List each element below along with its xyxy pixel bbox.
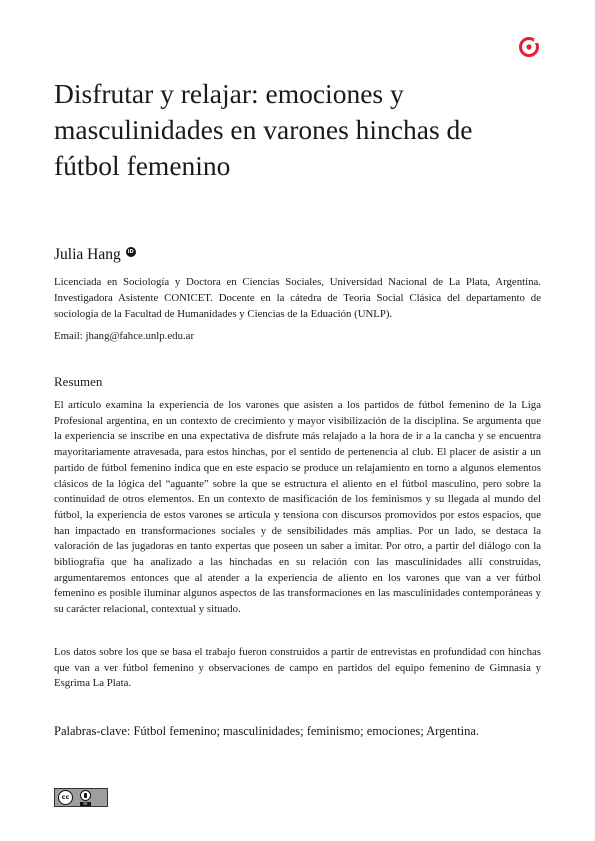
author-affiliation: Licenciada en Sociología y Doctora en Ciencias Sociales, Universidad Nacional de La Plata, Argentina. Investigadora Asistente CONICET. Docente en la cátedra de Teoría Social Clásica del departamento de sociología de la Facultad de Humanidades y Ciencias de la Eduación (UNLP).	[54, 276, 541, 320]
orcid-icon[interactable]: iD	[126, 247, 136, 257]
abstract-heading: Resumen	[54, 374, 103, 389]
keywords-label: Palabras-clave:	[54, 724, 131, 738]
cc-by-license-icon[interactable]	[54, 788, 108, 807]
red-ring-logo-icon	[518, 36, 540, 58]
cc-icon: cc	[58, 790, 73, 805]
by-icon	[80, 790, 91, 806]
title-line: fútbol femenino	[54, 150, 231, 181]
title-line: masculinidades en varones hinchas de	[54, 114, 473, 145]
title-line: Disfrutar y relajar: emociones y	[54, 78, 404, 109]
abstract-paragraph: Los datos sobre los que se basa el trabajo fueron construidos a partir de entrevistas en profundidad con hinchas que van a ver fútbol femenino y observaciones de campo en partidos del equipo femenino de Gimnasia y Esgrima La Plata.	[54, 646, 541, 690]
author-email: Email: jhang@fahce.unlp.edu.ar	[54, 330, 195, 342]
keywords-value: Fútbol femenino; masculinidades; feminismo; emociones; Argentina.	[130, 724, 480, 738]
author-block	[54, 246, 136, 264]
abstract-paragraph: El artículo examina la experiencia de los varones que asisten a los partidos de fútbol femenino de la Liga Profesional argentina, en un contexto de crecimiento y mayor visibilización de la disciplina. Se argumenta que la experiencia se inscribe en una expectativa de disfrute más relajado a la hora de ir a la cancha y se encuentra mayoritariamente atravesada, para estos hinchas, por el sentido de pertenencia al club. El placer de asistir a un partido de fútbol femenino indica que en este espacio se produce un relajamiento en torno a algunos elementos clásicos de la lógica del “aguante” sobre la que se estructura el aliento en el fútbol masculino, pero sobre la continuidad de otros elementos. En un contexto de masificación de los feminismos y su llegada al mundo del fútbol, la experiencia de estos varones se articula y tensiona con discursos promovidos por estos espacios, que han impactado en transformaciones sociales y de sensibilidades más amplias. Por un lado, se destaca la valoración de las jugadoras en tanto expertas que poseen un saber a imitar. Por otro, a partir del diálogo con la bibliografía que ha analizado a las hinchadas en su relación con las masculinidades allí construidas, argumentaremos entonces que al atender a la experiencia de aliento en los varones que van a ver fútbol femenino es posible iluminar algunos aspectos de las transformaciones en las masculinidades contemporáneas y su carácter relacional, contextual y situado.	[54, 399, 541, 616]
person-icon	[80, 790, 91, 801]
article-title	[54, 76, 554, 184]
author-name: Julia Hang	[54, 246, 121, 263]
by-label: BY	[80, 802, 90, 806]
keywords	[54, 724, 479, 739]
